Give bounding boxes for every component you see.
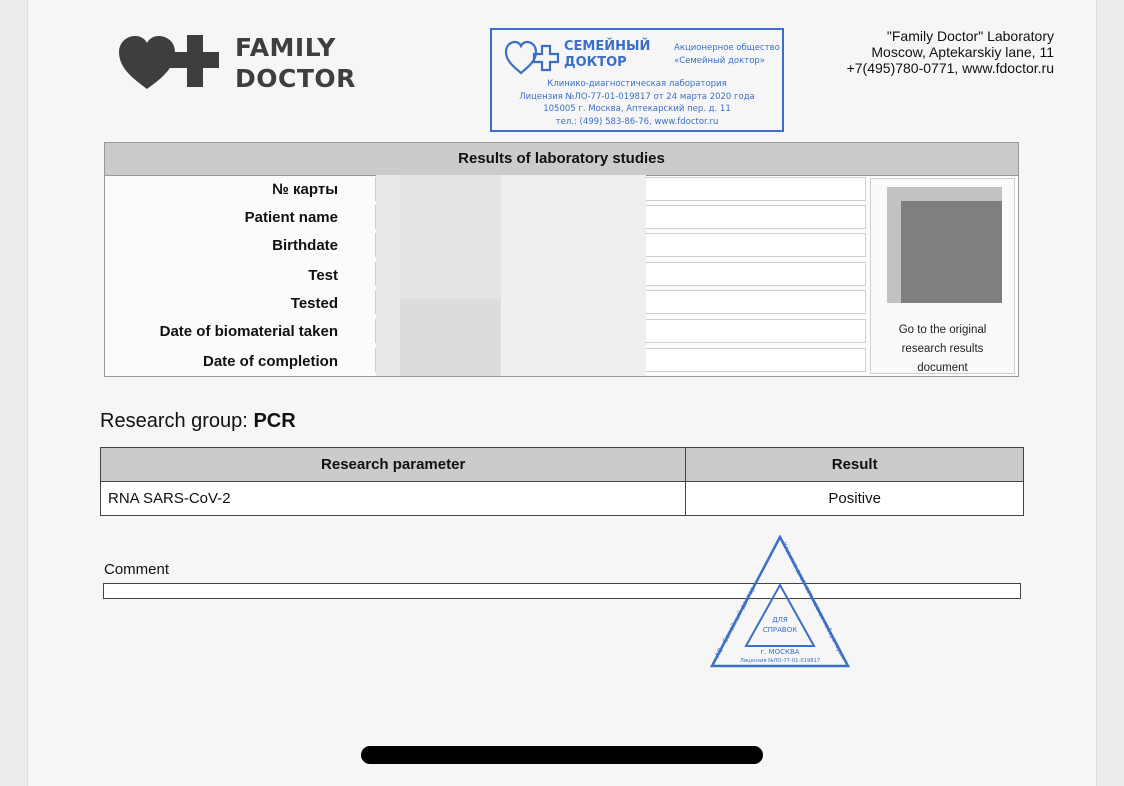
stamp-heart-cross-icon xyxy=(504,40,562,76)
stamp-outer-text-right: Клинико-диагностическая лаборатория xyxy=(780,541,847,661)
cell-parameter: RNA SARS-CoV-2 xyxy=(101,482,686,516)
qr-code-panel[interactable] xyxy=(870,178,1015,374)
row-label-tested: Tested xyxy=(290,295,338,312)
stamp-license: Лицензия №ЛО-77-01-019817 xyxy=(739,658,821,664)
qr-code-redacted[interactable] xyxy=(887,187,1002,303)
stamp-center-line2: СПРАВОК xyxy=(762,626,798,634)
results-header-row xyxy=(101,448,1024,482)
table-row xyxy=(101,482,1024,516)
cell-result: Positive xyxy=(686,482,1024,516)
stamp-name-line2: ДОКТОР xyxy=(564,55,627,70)
redacted-area xyxy=(501,175,646,376)
logo-line1: FAMILY xyxy=(235,33,336,62)
logo-line2: DOCTOR xyxy=(235,64,356,93)
patient-info-table xyxy=(104,142,1019,377)
col-research-parameter: Research parameter xyxy=(101,448,686,482)
stamp-outer-text-left: АО «Семейный доктор» xyxy=(713,581,759,659)
stamp-name xyxy=(564,39,650,71)
lab-stamp xyxy=(490,28,784,132)
lab-address: Moscow, Aptekarskiy lane, 11 xyxy=(871,44,1054,60)
home-indicator-bar[interactable] xyxy=(361,746,763,764)
comment-box xyxy=(103,583,1021,599)
comment-label: Comment xyxy=(104,561,170,578)
stamp-org-line2: «Семейный доктор» xyxy=(674,56,765,66)
logo-wordmark xyxy=(235,32,356,94)
research-group-value: PCR xyxy=(253,410,296,432)
research-group-label: Research group: xyxy=(100,410,248,432)
redacted-area xyxy=(400,299,501,376)
row-label-test: Test xyxy=(308,267,338,284)
research-group xyxy=(100,410,296,433)
results-table xyxy=(100,447,1024,516)
stamp-city: г. МОСКВА xyxy=(760,648,800,656)
col-result: Result xyxy=(686,448,1024,482)
qr-code-inner xyxy=(901,201,1002,303)
stamp-line2: Лицензия №ЛО-77-01-019817 от 24 марта 2020 года xyxy=(519,91,755,102)
stamp-name-line1: СЕМЕЙНЫЙ xyxy=(564,39,651,54)
qr-caption: Go to the original research results document xyxy=(898,324,987,374)
row-label-biomaterial-date: Date of biomaterial taken xyxy=(159,323,338,340)
row-label-patient-name: Patient name xyxy=(244,209,338,226)
svg-text:АО «Семейный доктор» xyxy=(713,582,758,659)
row-label-birthdate: Birthdate xyxy=(272,237,338,254)
stamp-line3: 105005 г. Москва, Аптекарский пер. д. 11 xyxy=(543,104,731,114)
stamp-line1: Клинико-диагностическая лаборатория xyxy=(547,79,727,89)
stamp-line4: тел.: (499) 583-86-76, www.fdoctor.ru xyxy=(555,116,719,127)
stamp-center-line1: ДЛЯ xyxy=(772,616,788,624)
svg-text:Клинико-диагностическая лабора xyxy=(780,541,847,661)
info-table-title: Results of laboratory studies xyxy=(105,143,1018,176)
triangle-stamp-icon xyxy=(708,535,852,669)
row-label-completion-date: Date of completion xyxy=(202,353,338,370)
stamp-org-line1: Акционерное общество xyxy=(674,43,780,53)
redacted-area xyxy=(376,175,400,376)
lab-info xyxy=(847,28,1054,76)
stamp-org xyxy=(674,42,780,68)
row-label-card-number: № карты xyxy=(272,181,338,198)
stamp-details xyxy=(492,78,782,128)
lab-contact: +7(495)780-0771, www.fdoctor.ru xyxy=(846,60,1054,76)
lab-name: "Family Doctor" Laboratory xyxy=(886,28,1054,44)
